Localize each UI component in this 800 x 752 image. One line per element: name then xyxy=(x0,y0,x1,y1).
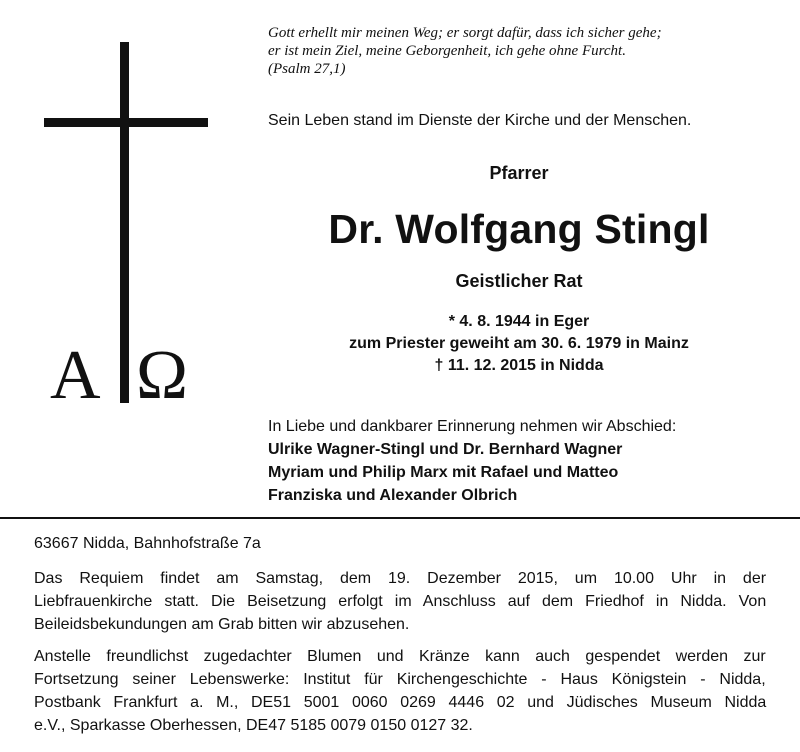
paragraph-line: e.V., Sparkasse Oberhessen, DE47 5185 0079 0150 0127 32. xyxy=(34,717,473,734)
life-dates xyxy=(268,311,770,377)
mourner-family: Franziska und Alexander Olbrich xyxy=(268,487,518,504)
deceased-title-pre: Pfarrer xyxy=(489,163,549,183)
birth-date: * 4. 8. 1944 in Eger xyxy=(448,313,590,330)
paragraph-line: Postbank Frankfurt a. M., DE51 5001 0060 0269 4446 02 und Jüdisches Museum Nidda xyxy=(34,694,767,711)
deceased-info xyxy=(268,160,770,377)
paragraph-line: Beileidsbekundungen am Grab bitten wir abzusehen. xyxy=(34,616,410,633)
deceased-name: Dr. Wolfgang Stingl xyxy=(328,206,710,252)
mourners-intro: In Liebe und dankbarer Erinnerung nehmen wir Abschied: xyxy=(268,418,677,435)
mourners-section xyxy=(268,415,788,507)
deceased-title-post: Geistlicher Rat xyxy=(455,271,583,291)
cross-horizontal-beam xyxy=(44,118,208,127)
verse-reference: (Psalm 27,1) xyxy=(268,61,346,77)
verse-line: Gott erhellt mir meinen Weg; er sorgt dafür, dass ich sicher gehe; xyxy=(268,25,662,41)
mourner-family: Myriam und Philip Marx mit Rafael und Matteo xyxy=(268,464,619,481)
requiem-paragraph xyxy=(34,567,766,636)
cross-vertical-beam xyxy=(120,42,129,403)
mourner-family: Ulrike Wagner-Stingl und Dr. Bernhard Wagner xyxy=(268,441,623,458)
paragraph-line: Liebfrauenkirche statt. Die Beisetzung erfolgt im Anschluss auf dem Friedhof in Nidda. Von xyxy=(34,593,767,610)
death-date: † 11. 12. 2015 in Nidda xyxy=(434,357,604,374)
paragraph-line: Das Requiem findet am Samstag, dem 19. Dezember 2015, um 10.00 Uhr in der xyxy=(34,570,767,587)
paragraph-line: Anstelle freundlichst zugedachter Blumen und Kränze kann auch gespendet werden zur xyxy=(34,648,766,665)
verse-line: er ist mein Ziel, meine Geborgenheit, ich gehe ohne Furcht. xyxy=(268,43,626,59)
mourning-address: 63667 Nidda, Bahnhofstraße 7a xyxy=(34,535,261,552)
psalm-verse xyxy=(268,24,778,78)
donation-paragraph xyxy=(34,645,766,737)
paragraph-line: Fortsetzung seiner Lebenswerke: Institut für Kirchengeschichte - Haus Königstein - Nidda, xyxy=(34,671,766,688)
omega-letter: Ω xyxy=(136,337,189,414)
dedication-text: Sein Leben stand im Dienste der Kirche und der Menschen. xyxy=(268,112,692,129)
ordination-date: zum Priester geweiht am 30. 6. 1979 in Mainz xyxy=(349,335,689,352)
alpha-letter: A xyxy=(50,337,101,414)
section-divider xyxy=(0,517,800,519)
cross-alpha-omega-symbol xyxy=(0,0,240,420)
